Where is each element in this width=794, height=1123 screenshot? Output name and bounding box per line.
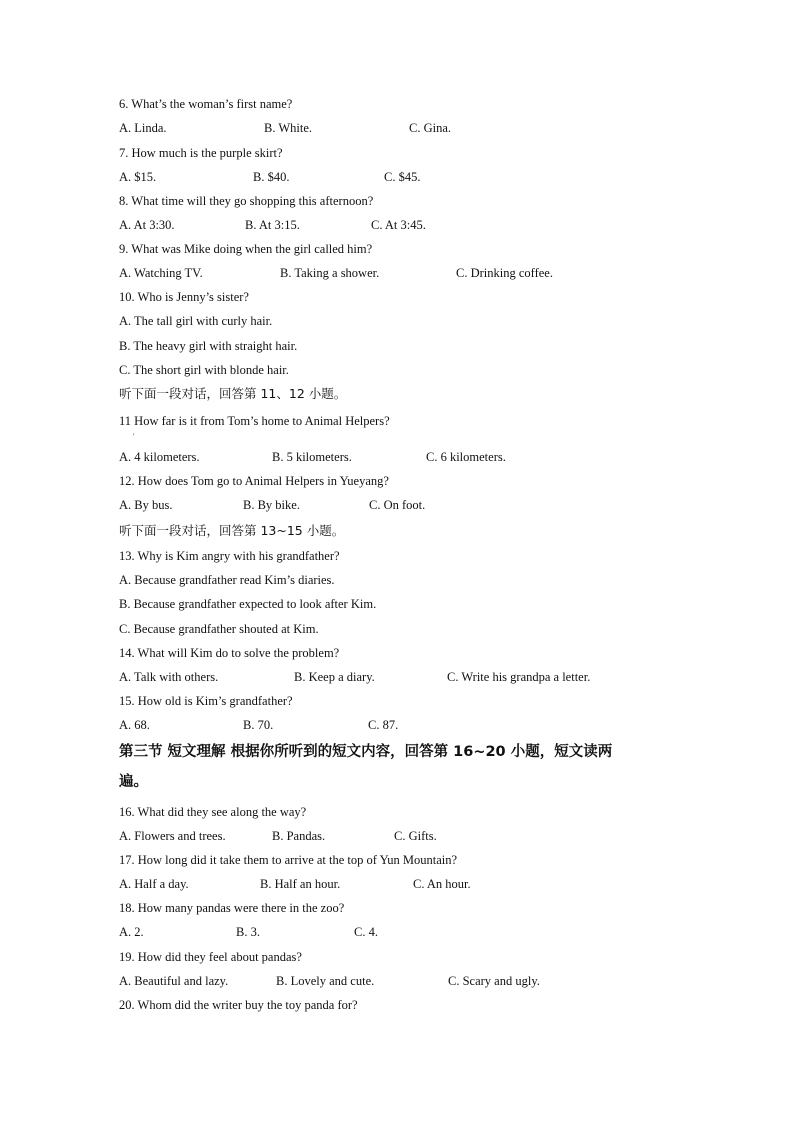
question-19: 19. How did they feel about pandas? (119, 950, 302, 964)
q11-option-c: C. 6 kilometers. (426, 450, 506, 464)
q10-option-a: A. The tall girl with curly hair. (119, 314, 273, 328)
q10-option-c: C. The short girl with blonde hair. (119, 363, 289, 377)
question-14: 14. What will Kim do to solve the problem? (119, 646, 340, 660)
q8-option-a: A. At 3:30. (119, 218, 175, 232)
q12-option-a: A. By bus. (119, 498, 173, 512)
q16-option-b: B. Pandas. (272, 829, 326, 843)
q13-option-c: C. Because grandfather shouted at Kim. (119, 622, 319, 636)
q8-option-b: B. At 3:15. (245, 218, 300, 232)
question-18: 18. How many pandas were there in the zoo? (119, 901, 345, 915)
q11-option-a: A. 4 kilometers. (119, 450, 200, 464)
q16-option-a: A. Flowers and trees. (119, 829, 226, 843)
q6-option-a: A. Linda. (119, 121, 167, 135)
q15-option-c: C. 87. (368, 718, 399, 732)
q10-option-b: B. The heavy girl with straight hair. (119, 339, 298, 353)
q15-option-a: A. 68. (119, 718, 150, 732)
question-11: 11 How far is it from Tom’s home to Animal Helpers? (119, 414, 390, 428)
q6-option-c: C. Gina. (409, 121, 452, 135)
instruction-dialog-11-12: 听下面一段对话，回答第 11、12 小题。 (119, 386, 347, 401)
q7-option-c: C. $45. (384, 170, 421, 184)
q6-option-b: B. White. (264, 121, 313, 135)
q19-option-c: C. Scary and ugly. (448, 974, 540, 988)
q9-option-a: A. Watching TV. (119, 266, 203, 280)
q13-option-a: A. Because grandfather read Kim’s diaries. (119, 573, 335, 587)
q14-option-a: A. Talk with others. (119, 670, 219, 684)
question-15: 15. How old is Kim’s grandfather? (119, 694, 293, 708)
section-3-heading-cont: 遍。 (119, 774, 148, 790)
question-8: 8. What time will they go shopping this afternoon? (119, 194, 374, 208)
q12-option-b: B. By bike. (243, 498, 300, 512)
q13-option-b: B. Because grandfather expected to look after Kim. (119, 597, 377, 611)
q17-option-a: A. Half a day. (119, 877, 189, 891)
q9-option-b: B. Taking a shower. (280, 266, 380, 280)
stray-mark: ' (133, 432, 135, 441)
q14-option-c: C. Write his grandpa a letter. (447, 670, 591, 684)
q7-option-a: A. $15. (119, 170, 157, 184)
question-13: 13. Why is Kim angry with his grandfather? (119, 549, 340, 563)
q16-option-c: C. Gifts. (394, 829, 437, 843)
q18-option-c: C. 4. (354, 925, 378, 939)
q19-option-b: B. Lovely and cute. (276, 974, 375, 988)
section-3-heading: 第三节 短文理解 根据你所听到的短文内容，回答第 16~20 小题，短文读两 (119, 744, 613, 760)
q18-option-a: A. 2. (119, 925, 144, 939)
q19-option-a: A. Beautiful and lazy. (119, 974, 229, 988)
question-16: 16. What did they see along the way? (119, 805, 307, 819)
q12-option-c: C. On foot. (369, 498, 426, 512)
instruction-dialog-13-15: 听下面一段对话，回答第 13~15 小题。 (119, 523, 345, 538)
question-9: 9. What was Mike doing when the girl called him? (119, 242, 373, 256)
q18-option-b: B. 3. (236, 925, 260, 939)
q14-option-b: B. Keep a diary. (294, 670, 375, 684)
q17-option-b: B. Half an hour. (260, 877, 341, 891)
q15-option-b: B. 70. (243, 718, 274, 732)
question-7: 7. How much is the purple skirt? (119, 146, 283, 160)
q11-option-b: B. 5 kilometers. (272, 450, 352, 464)
q8-option-c: C. At 3:45. (371, 218, 426, 232)
question-12: 12. How does Tom go to Animal Helpers in Yueyang? (119, 474, 389, 488)
question-17: 17. How long did it take them to arrive at the top of Yun Mountain? (119, 853, 458, 867)
question-20: 20. Whom did the writer buy the toy panda for? (119, 998, 358, 1012)
q17-option-c: C. An hour. (413, 877, 471, 891)
question-10: 10. Who is Jenny’s sister? (119, 290, 249, 304)
question-6: 6. What’s the woman’s first name? (119, 97, 293, 111)
q9-option-c: C. Drinking coffee. (456, 266, 553, 280)
q7-option-b: B. $40. (253, 170, 290, 184)
